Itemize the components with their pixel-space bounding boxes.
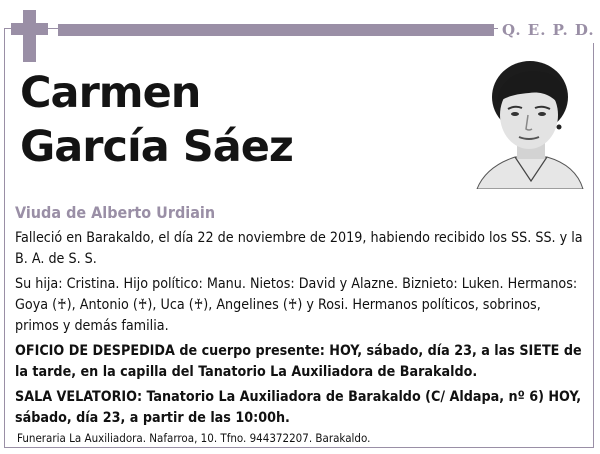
qepd-label: Q. E. P. D.: [498, 17, 598, 43]
deceased-first-name: Carmen: [20, 68, 201, 118]
funeral-home-footer: Funeraria La Auxiliadora. Nafarroa, 10. Tfno. 944372207. Barakaldo.: [17, 431, 371, 445]
header-rule: [58, 24, 494, 36]
funeral-service-paragraph: OFICIO DE DESPEDIDA de cuerpo presente: HOY, sábado, día 23, a las SIETE de la tarde, en la capilla del Tanatorio La Auxiliadora de Barakaldo.: [15, 343, 582, 380]
subtitle-widow: Viuda de Alberto Urdiain: [15, 203, 216, 222]
deceased-surnames: García Sáez: [20, 122, 293, 172]
wake-room-paragraph: SALA VELATORIO: Tanatorio La Auxiliadora de Barakaldo (C/ Aldapa, nº 6) HOY, sábado, día 23, a partir de las 10:00h.: [15, 389, 582, 426]
deceased-name: [20, 66, 293, 174]
portrait-photo: [475, 57, 585, 189]
death-notice-paragraph: Falleció en Barakaldo, el día 22 de noviembre de 2019, habiendo recibido los SS. SS. y la B. A. de S. S.: [15, 230, 583, 267]
obituary-body: [15, 228, 583, 433]
family-paragraph: Su hija: Cristina. Hijo político: Manu. Nietos: David y Alazne. Biznieto: Luken. Hermanos: Goya (♰), Antonio (♰), Uca (♰), Angelines (♰) y Rosi. Hermanos políticos, sobrinos, primos y demás familia.: [15, 276, 578, 334]
